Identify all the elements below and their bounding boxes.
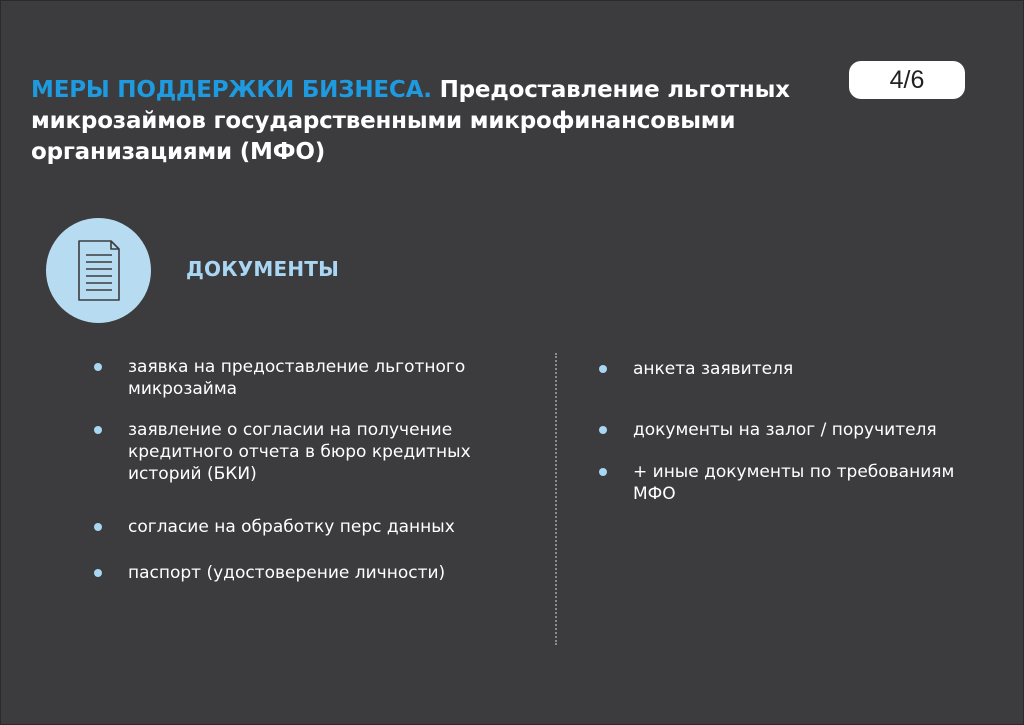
list-item-text: заявка на предоставление льготного микрозайма <box>128 357 466 399</box>
bullet-dot <box>599 468 607 476</box>
list-item-text: документы на залог / поручителя <box>633 420 937 440</box>
documents-icon-circle <box>46 218 151 323</box>
list-item-text: согласие на обработку перс данных <box>128 517 455 537</box>
bullet-dot <box>94 363 102 371</box>
bullet-dot <box>599 365 607 373</box>
documents-list-left <box>94 356 534 596</box>
list-item-text: анкета заявителя <box>633 359 794 379</box>
page-indicator-label: 4/6 <box>889 65 925 94</box>
bullet-dot <box>94 523 102 531</box>
column-divider <box>555 353 557 645</box>
title-main: Предоставление льготных микрозаймов государственными микрофинансовыми организациями (МФО) <box>31 77 790 165</box>
list-item-text: + иные документы по требованиям МФО <box>633 462 955 504</box>
document-icon <box>46 218 151 323</box>
documents-list-right <box>599 358 1009 518</box>
section-title: ДОКУМЕНТЫ <box>186 257 340 281</box>
page-indicator <box>849 61 965 99</box>
title-accent: МЕРЫ ПОДДЕРЖКИ БИЗНЕСА. <box>31 77 432 103</box>
bullet-dot <box>599 426 607 434</box>
list-item-text: заявление о согласии на получение кредитного отчета в бюро кредитных историй (БКИ) <box>128 420 471 484</box>
bullet-dot <box>94 569 102 577</box>
slide-title <box>31 75 831 168</box>
list-item-text: паспорт (удостоверение личности) <box>128 563 446 583</box>
bullet-dot <box>94 426 102 434</box>
